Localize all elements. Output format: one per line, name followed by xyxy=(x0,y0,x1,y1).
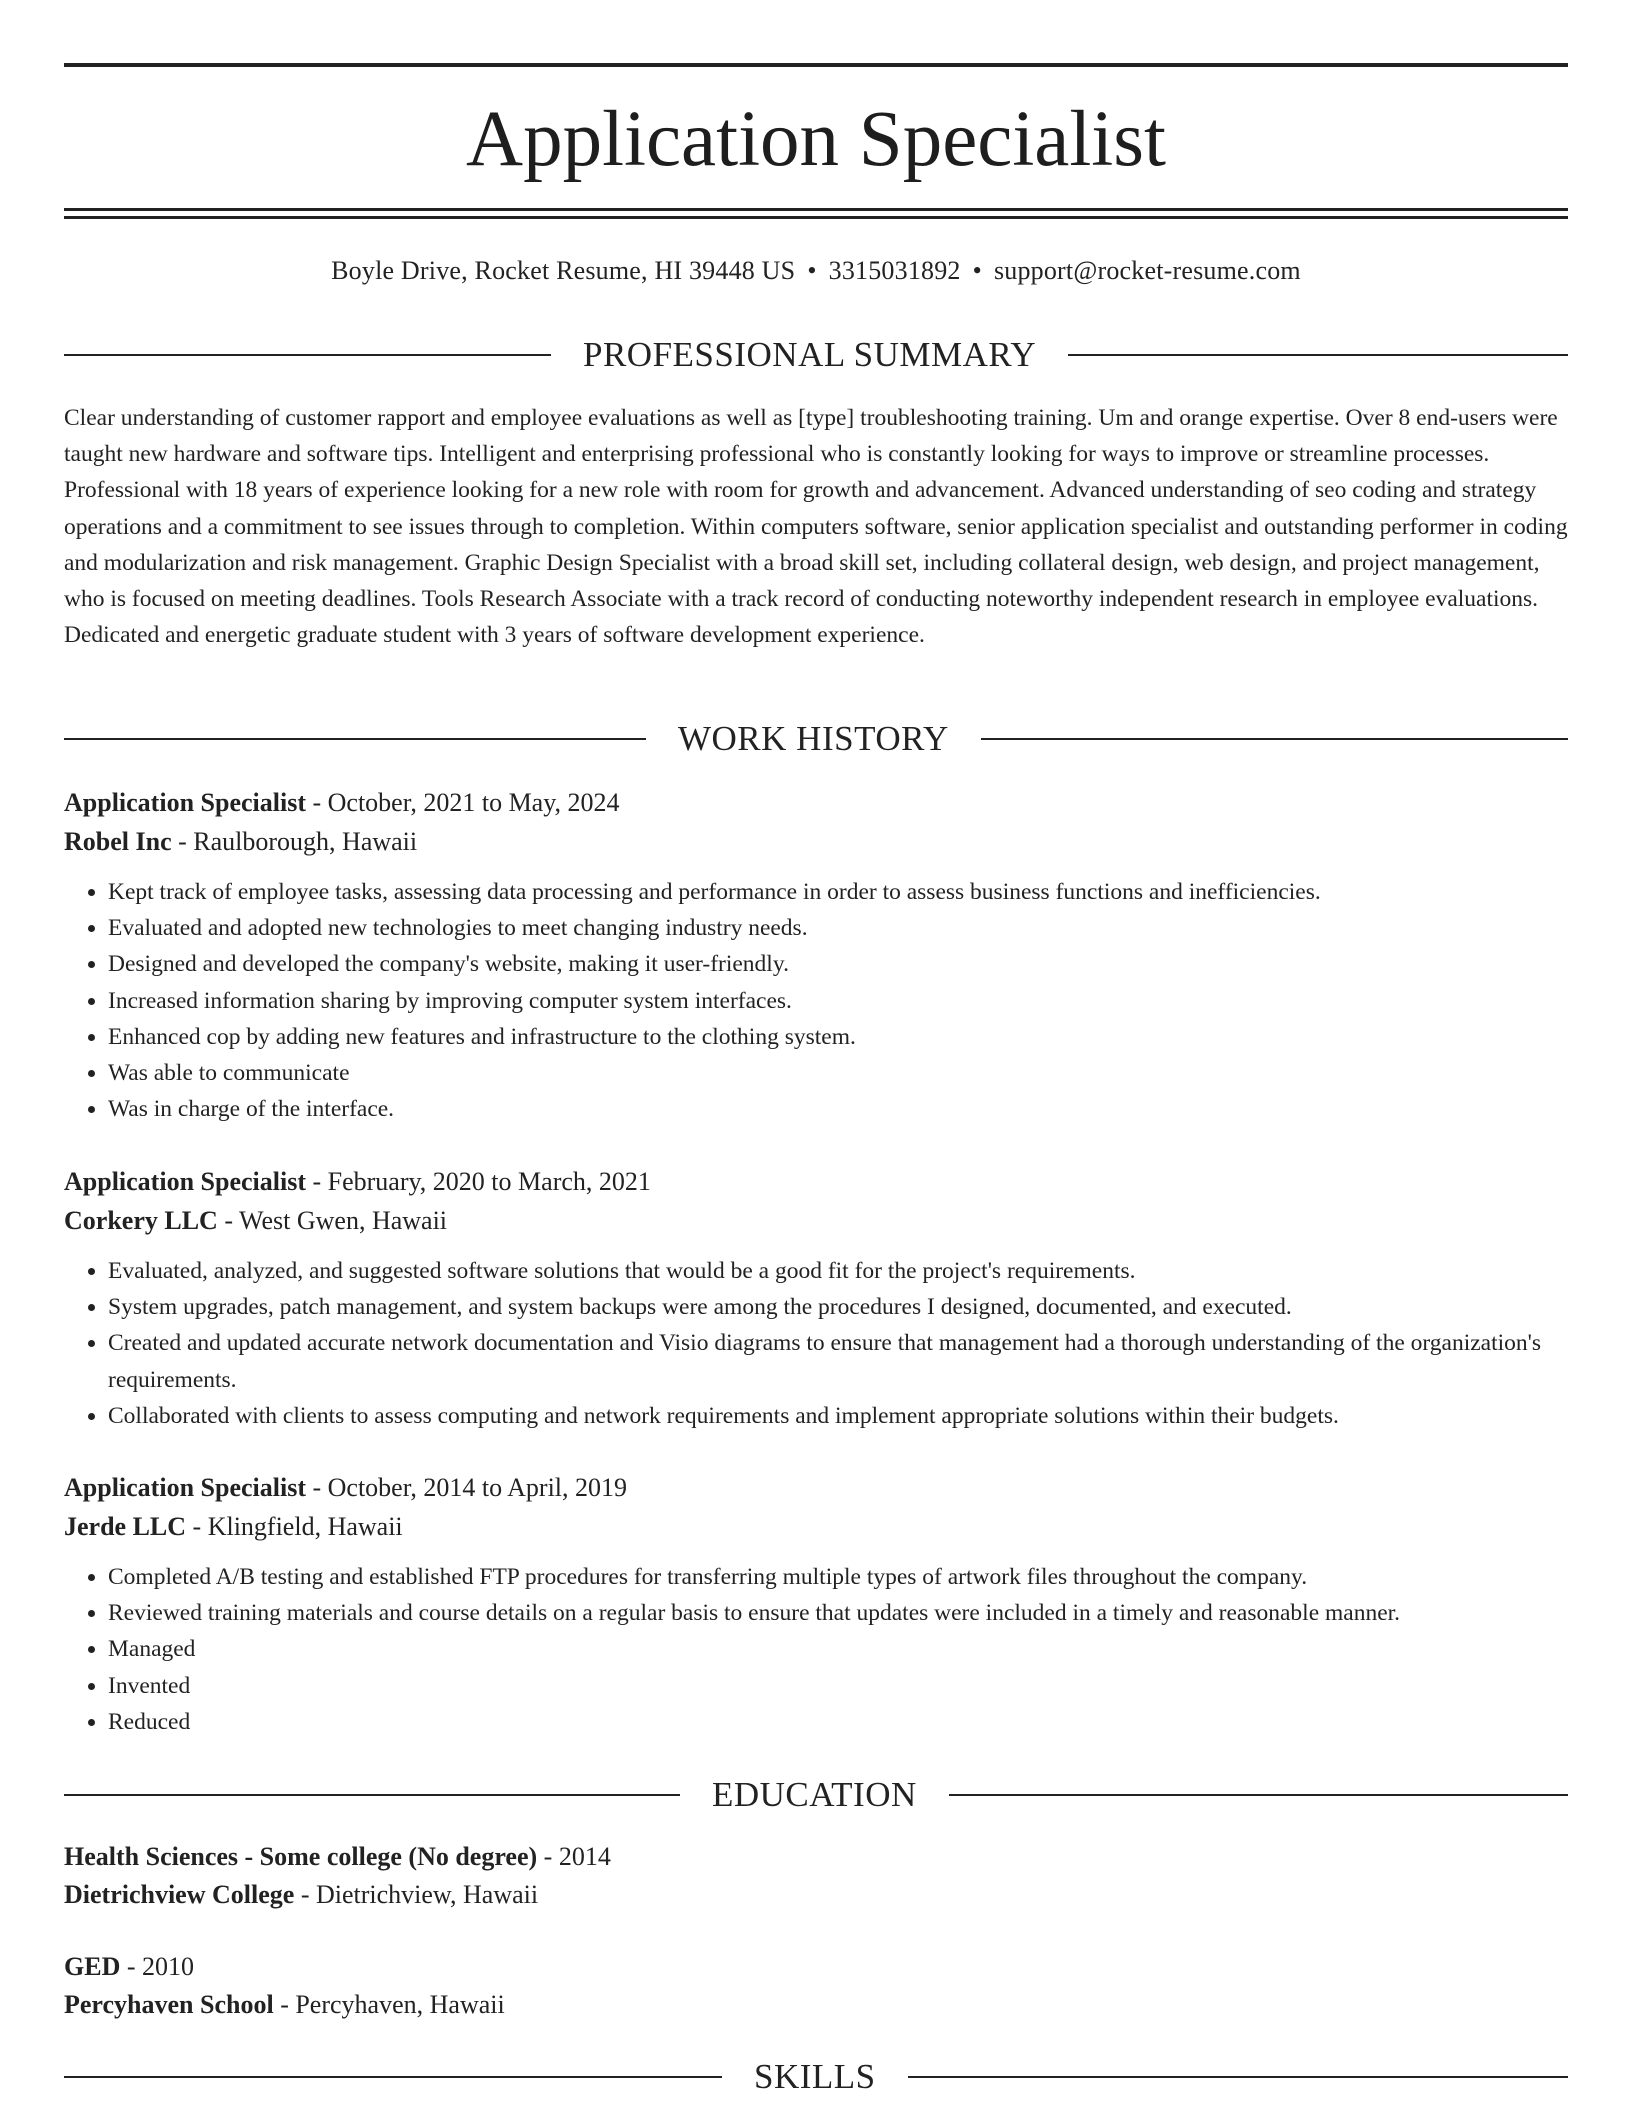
section-header-education xyxy=(64,1773,1568,1817)
section-header-work-history xyxy=(64,717,1568,761)
job-company: Robel Inc xyxy=(64,827,172,856)
job-bullet: • Was in charge of the interface. xyxy=(108,1091,1568,1127)
job-entry xyxy=(64,1162,1568,1434)
job-bullet: • Reduced xyxy=(108,1704,1568,1740)
education-year: - 2010 xyxy=(120,1952,195,1981)
job-entry xyxy=(64,1468,1568,1740)
job-title-line xyxy=(64,1162,1568,1201)
section-title-education: EDUCATION xyxy=(712,1775,917,1814)
job-bullet: • Invented xyxy=(108,1668,1568,1704)
education-degree-line xyxy=(64,1948,1568,1986)
education-school-line xyxy=(64,1986,1568,2024)
contact-line xyxy=(64,254,1568,288)
contact-separator: • xyxy=(807,256,817,285)
job-bullet: • Managed xyxy=(108,1631,1568,1667)
job-bullet: • Kept track of employee tasks, assessing data processing and performance in order to assess business functions and inefficiencies. xyxy=(108,874,1568,910)
job-title: Application Specialist xyxy=(64,1167,306,1196)
section-rule-right xyxy=(949,1794,1568,1796)
section-rule-right xyxy=(908,2076,1568,2078)
job-dates: - October, 2021 to May, 2024 xyxy=(305,788,620,817)
contact-address: Boyle Drive, Rocket Resume, HI 39448 US xyxy=(331,256,796,285)
job-bullet: • Designed and developed the company's website, making it user-friendly. xyxy=(108,946,1568,982)
job-company-line xyxy=(64,822,1568,861)
job-bullet: • Created and updated accurate network documentation and Visio diagrams to ensure that management had a thorough understanding of the organization's requirements. xyxy=(108,1325,1568,1397)
education-school: Dietrichview College xyxy=(64,1880,295,1909)
job-company-line xyxy=(64,1507,1568,1546)
header-double-rule-lower xyxy=(64,216,1568,219)
job-title: Application Specialist xyxy=(64,1473,306,1502)
education-location: - Dietrichview, Hawaii xyxy=(294,1880,539,1909)
job-dates: - October, 2014 to April, 2019 xyxy=(305,1473,628,1502)
job-bullets xyxy=(64,874,1568,1127)
section-header-skills xyxy=(64,2055,1568,2099)
section-rule-left xyxy=(64,1794,680,1796)
job-title: Application Specialist xyxy=(64,788,306,817)
job-dates: - February, 2020 to March, 2021 xyxy=(305,1167,651,1196)
job-bullet: • Increased information sharing by improving computer system interfaces. xyxy=(108,983,1568,1019)
job-bullet: • Evaluated and adopted new technologies to meet changing industry needs. xyxy=(108,910,1568,946)
job-bullet: • Enhanced cop by adding new features and infrastructure to the clothing system. xyxy=(108,1019,1568,1055)
contact-email[interactable]: support@rocket-resume.com xyxy=(993,256,1301,285)
education-entry xyxy=(64,1838,1568,1914)
job-bullet: • Collaborated with clients to assess computing and network requirements and implement appropriate solutions within their budgets. xyxy=(108,1398,1568,1434)
education-school-line xyxy=(64,1876,1568,1914)
job-entry xyxy=(64,783,1568,1127)
education-school: Percyhaven School xyxy=(64,1990,274,2019)
header-double-rule-upper xyxy=(64,208,1568,211)
contact-phone: 3315031892 xyxy=(828,256,961,285)
section-title-skills: SKILLS xyxy=(754,2057,876,2096)
section-header-summary xyxy=(64,333,1568,377)
section-rule-right xyxy=(981,738,1568,740)
education-degree: Health Sciences - Some college (No degree) xyxy=(64,1842,538,1871)
section-title-summary: PROFESSIONAL SUMMARY xyxy=(583,335,1037,374)
job-bullets xyxy=(64,1253,1568,1434)
job-bullet: • Evaluated, analyzed, and suggested software solutions that would be a good fit for the project's requirements. xyxy=(108,1253,1568,1289)
education-degree-line xyxy=(64,1838,1568,1876)
section-title-work-history: WORK HISTORY xyxy=(678,719,949,758)
section-rule-left xyxy=(64,354,551,356)
section-rule-right xyxy=(1068,354,1568,356)
resume-name: Application Specialist xyxy=(466,96,1166,183)
contact-separator: • xyxy=(972,256,982,285)
education-entry xyxy=(64,1948,1568,2024)
job-title-line xyxy=(64,783,1568,822)
job-location: - West Gwen, Hawaii xyxy=(217,1206,448,1235)
education-location: - Percyhaven, Hawaii xyxy=(273,1990,505,2019)
job-company: Corkery LLC xyxy=(64,1206,218,1235)
job-company: Jerde LLC xyxy=(64,1512,187,1541)
job-bullets xyxy=(64,1559,1568,1740)
education-degree: GED xyxy=(64,1952,121,1981)
job-title-line xyxy=(64,1468,1568,1507)
job-bullet: • Completed A/B testing and established FTP procedures for transferring multiple types of artwork files throughout the company. xyxy=(108,1559,1568,1595)
job-bullet: • Was able to communicate xyxy=(108,1055,1568,1091)
summary-paragraph: Clear understanding of customer rapport and employee evaluations as well as [type] troubleshooting training. Um and orange expertise. Over 8 end-users were taught new hardware and software tips. Intelligent and enterprising professional who is constantly looking for ways to improve or streamline processes. Professional with 18 years of experience looking for a new role with room for growth and advancement. Advanced understanding of seo coding and strategy operations and a commitment to see issues through to completion. Within computers software, senior application specialist and outstanding performer in coding and modularization and risk management. Graphic Design Specialist with a broad skill set, including collateral design, web design, and project management, who is focused on meeting deadlines. Tools Research Associate with a track record of conducting noteworthy independent research in employee evaluations. Dedicated and energetic graduate student with 3 years of software development experience. xyxy=(64,405,1568,649)
job-bullet: • Reviewed training materials and course details on a regular basis to ensure that updates were included in a timely and reasonable manner. xyxy=(108,1595,1568,1631)
job-company-line xyxy=(64,1201,1568,1240)
header-top-rule xyxy=(64,63,1568,67)
section-rule-left xyxy=(64,738,646,740)
job-bullet: • System upgrades, patch management, and system backups were among the procedures I designed, documented, and executed. xyxy=(108,1289,1568,1325)
job-location: - Raulborough, Hawaii xyxy=(171,827,418,856)
job-location: - Klingfield, Hawaii xyxy=(186,1512,403,1541)
education-year: - 2014 xyxy=(537,1842,611,1871)
section-rule-left xyxy=(64,2076,722,2078)
